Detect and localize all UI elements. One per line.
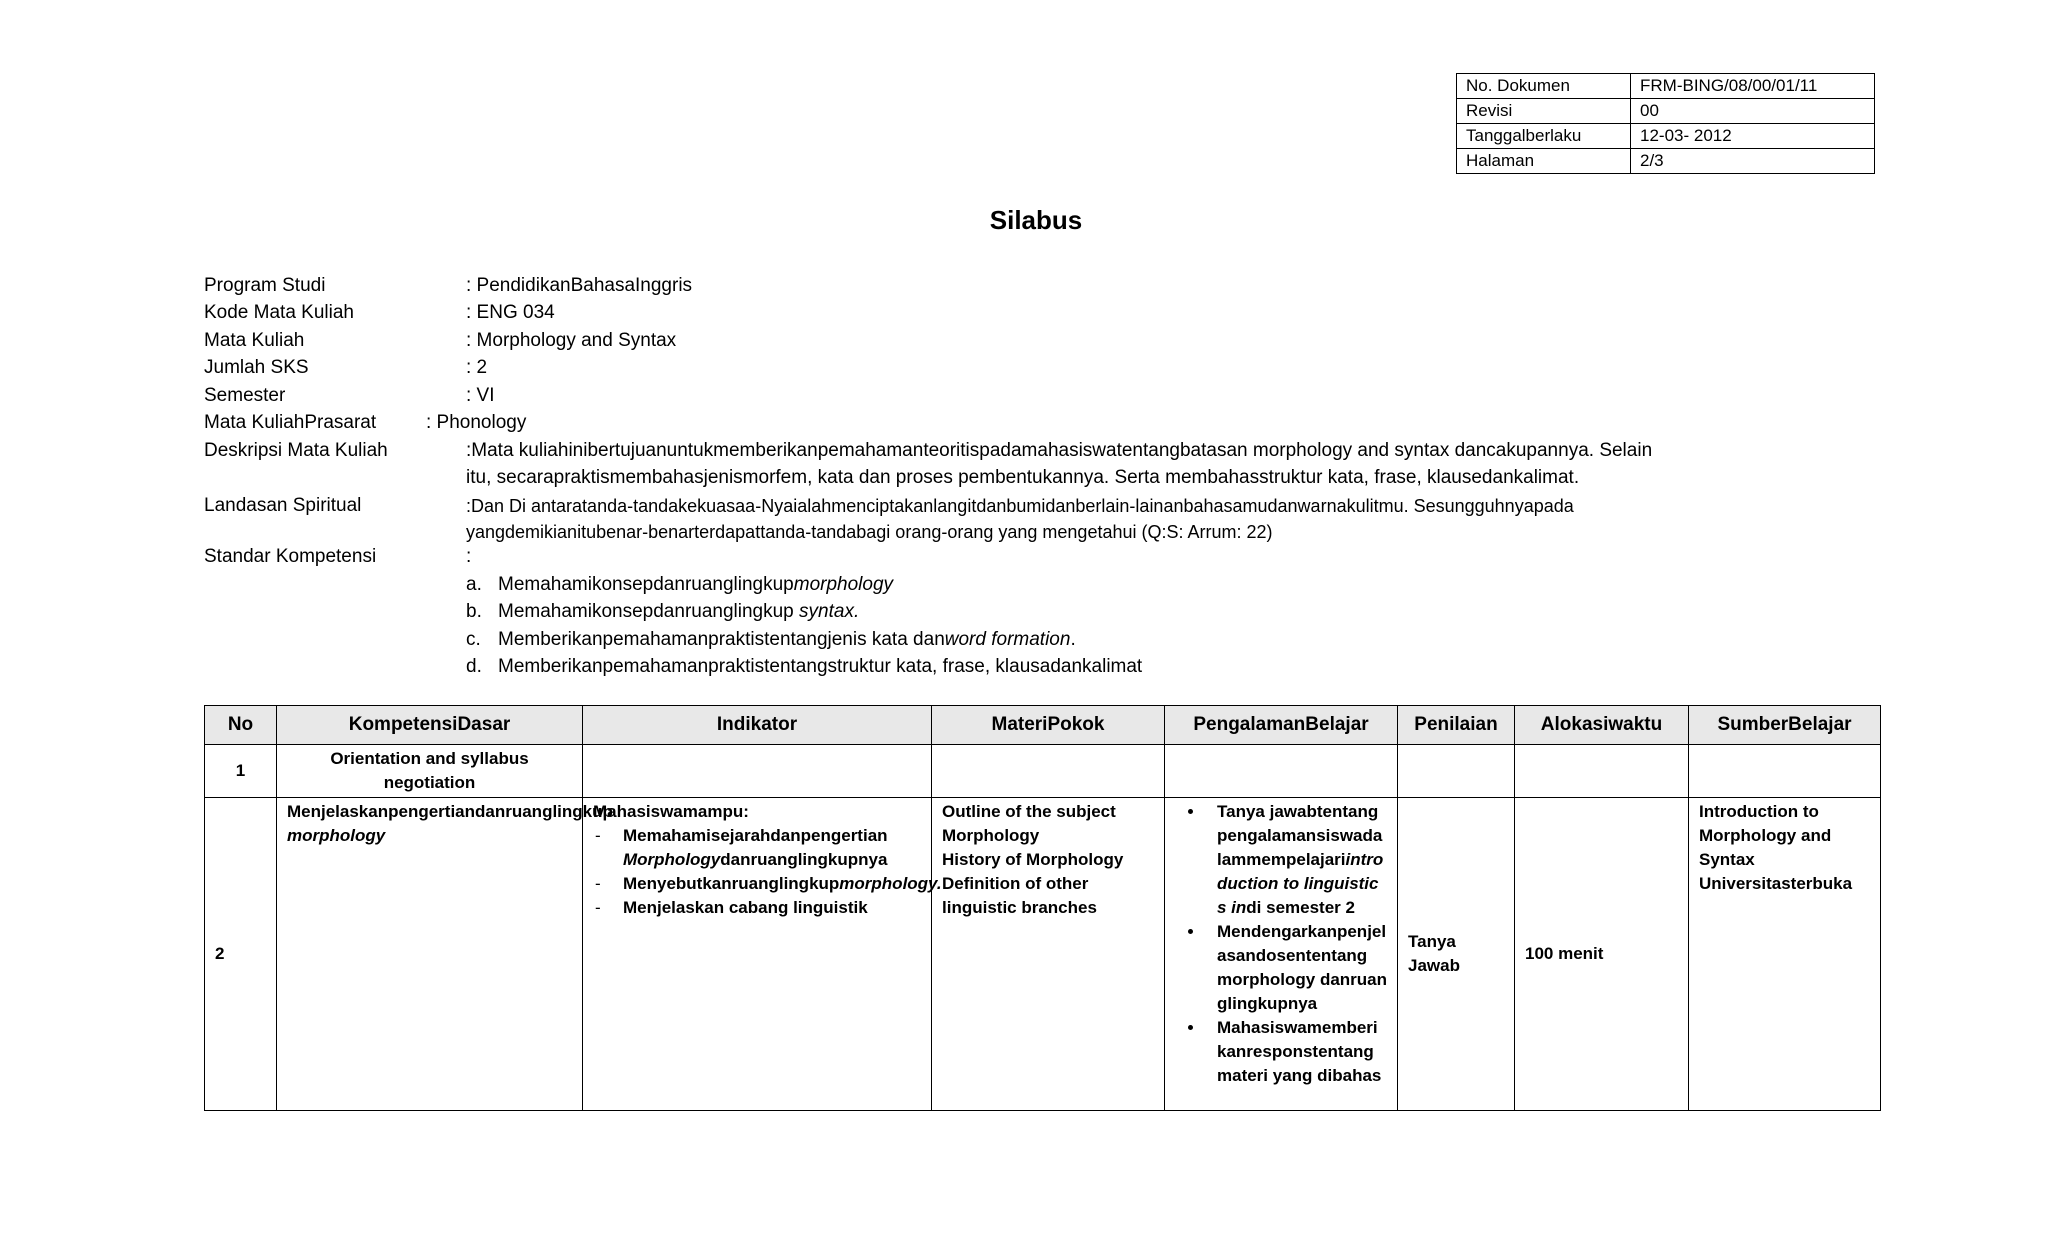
table-row bbox=[205, 745, 1881, 798]
standar-item-italic: word formation bbox=[944, 629, 1071, 650]
header-pengalaman: PengalamanBelajar bbox=[1165, 706, 1398, 745]
row-number: 2 bbox=[205, 798, 277, 1111]
standar-label: Standar Kompetensi bbox=[204, 546, 377, 567]
item-text: Menyebutkanruanglingkup bbox=[623, 874, 840, 893]
header-indikator: Indikator bbox=[583, 706, 932, 745]
landasan-line-2: yangdemikianitubenar-benarterdapattanda-tandabagi orang-orang yang mengetahui (Q:S: Arrum: 22) bbox=[466, 522, 1273, 542]
item-text: Menjelaskan cabang linguistik bbox=[623, 898, 868, 917]
materi-cell bbox=[932, 798, 1165, 1111]
pengalaman-list bbox=[1175, 800, 1387, 1088]
materi-line: Definition of other linguistic branches bbox=[942, 874, 1097, 917]
header-penilaian: Penilaian bbox=[1398, 706, 1515, 745]
table-header-row bbox=[205, 706, 1881, 745]
doc-control-row bbox=[1457, 124, 1875, 149]
header-materi: MateriPokok bbox=[932, 706, 1165, 745]
page-title: Silabus bbox=[989, 205, 1083, 235]
doc-control-row bbox=[1457, 74, 1875, 99]
item-italic: introduction to linguistics in bbox=[1217, 850, 1384, 917]
header-kompetensi: KompetensiDasar bbox=[277, 706, 583, 745]
standar-item bbox=[466, 626, 1076, 654]
prasarat-value: : Phonology bbox=[426, 412, 527, 433]
kompetensi-cell bbox=[277, 798, 613, 1111]
landasan-line-1: :Dan Di antaratanda-tandakekuasaa-Nyaialahmenciptakanlangitdanbumidanberlain-lainanbahasamudanwarnakulitmu. Sesungguhnyapada bbox=[466, 496, 1574, 516]
deskripsi-line-2: itu, secarapraktismembahasjenismorfem, kata dan proses pembentukannya. Serta membahasstruktur kata, frase, klausedankalimat. bbox=[466, 467, 1580, 488]
standar-item-text: Memberikanpemahamanpraktistentangjenis kata dan bbox=[498, 629, 945, 650]
page-value: 2/3 bbox=[1631, 149, 1875, 174]
kompetensi-text: Menjelaskanpengertiandanruanglingkup bbox=[287, 802, 613, 821]
materi-line: Morphology bbox=[942, 826, 1040, 845]
materi-cell bbox=[932, 745, 1165, 798]
list-item bbox=[1205, 1016, 1387, 1088]
kode-mk-label: Kode Mata Kuliah bbox=[204, 302, 354, 323]
indikator-cell bbox=[583, 798, 942, 1111]
landasan-label: Landasan Spiritual bbox=[204, 495, 362, 516]
item-text: Mendengarkanpenjelasandosententang morphology danruanglingkupnya bbox=[1217, 922, 1387, 1013]
standar-item bbox=[466, 598, 859, 626]
list-marker: c. bbox=[466, 629, 481, 650]
sumber-cell: Introduction to Morphology and Syntax Universitasterbuka bbox=[1689, 798, 1881, 1111]
indikator-cell bbox=[583, 745, 932, 798]
standar-item-text: Memberikanpemahamanpraktistentangstruktur kata, frase, klausadankalimat bbox=[498, 656, 1143, 677]
item-text: Tanya jawabtentangpengalamansiswadalammempelajari bbox=[1217, 802, 1383, 869]
revision-label: Revisi bbox=[1457, 99, 1631, 124]
indikator-intro: Mahasiswamampu: bbox=[593, 802, 749, 821]
revision-value: 00 bbox=[1631, 99, 1875, 124]
doc-number-label: No. Dokumen bbox=[1457, 74, 1631, 99]
syllabus-table bbox=[204, 705, 1881, 1111]
kompetensi-italic: morphology bbox=[287, 826, 386, 845]
list-marker: d. bbox=[466, 656, 482, 677]
materi-line: Outline of the subject bbox=[942, 802, 1116, 821]
kode-mk-value: : ENG 034 bbox=[466, 302, 555, 323]
sumber-cell bbox=[1689, 745, 1881, 798]
alokasi-cell: 100 menit bbox=[1515, 798, 1689, 1111]
program-studi-value: : PendidikanBahasaInggris bbox=[466, 275, 693, 296]
item-text: Mahasiswamemberikanresponstentangmateri yang dibahas bbox=[1217, 1018, 1382, 1085]
mata-kuliah-label: Mata Kuliah bbox=[204, 330, 305, 351]
standar-item-text: Memahamikonsepdanruanglingkup bbox=[498, 574, 794, 595]
penilaian-cell: Tanya Jawab bbox=[1398, 798, 1515, 1111]
list-item bbox=[593, 896, 921, 920]
standar-item-tail: . bbox=[1070, 629, 1076, 650]
standar-item bbox=[466, 571, 893, 599]
penilaian-cell bbox=[1398, 745, 1515, 798]
list-item bbox=[1205, 920, 1387, 1016]
page-label: Halaman bbox=[1457, 149, 1631, 174]
doc-control-row bbox=[1457, 149, 1875, 174]
header-sumber: SumberBelajar bbox=[1689, 706, 1881, 745]
deskripsi-label: Deskripsi Mata Kuliah bbox=[204, 440, 388, 461]
header-no: No bbox=[205, 706, 277, 745]
standar-colon: : bbox=[466, 546, 472, 567]
standar-item-italic: syntax. bbox=[799, 601, 860, 622]
kompetensi-cell: Orientation and syllabus negotiation bbox=[277, 745, 583, 798]
sks-label: Jumlah SKS bbox=[204, 357, 309, 378]
effective-date-value: 12-03- 2012 bbox=[1631, 124, 1875, 149]
semester-value: : VI bbox=[466, 385, 495, 406]
pengalaman-cell bbox=[1165, 745, 1398, 798]
list-item bbox=[1205, 800, 1387, 920]
alokasi-cell bbox=[1515, 745, 1689, 798]
list-item bbox=[593, 872, 942, 896]
doc-control-row bbox=[1457, 99, 1875, 124]
program-studi-label: Program Studi bbox=[204, 275, 326, 296]
item-italic: Morphology bbox=[623, 850, 721, 869]
standar-item-text: Memahamikonsepdanruanglingkup bbox=[498, 601, 800, 622]
indikator-list bbox=[593, 824, 942, 920]
standar-item bbox=[466, 653, 1142, 681]
deskripsi-line-1: :Mata kuliahinibertujuanuntukmemberikanpemahamanteoritispadamahasiswatentangbatasan morphology and syntax dancakupannya. Selain bbox=[466, 440, 1653, 461]
list-marker: a. bbox=[466, 574, 482, 595]
list-item bbox=[593, 824, 921, 872]
mata-kuliah-value: : Morphology and Syntax bbox=[466, 330, 677, 351]
item-tail: danruanglingkupnya bbox=[720, 850, 888, 869]
table-row bbox=[205, 798, 1881, 1111]
standar-item-italic: morphology bbox=[793, 574, 894, 595]
item-tail: di semester 2 bbox=[1246, 898, 1355, 917]
sks-value: : 2 bbox=[466, 357, 488, 378]
materi-line: History of Morphology bbox=[942, 850, 1124, 869]
row-number: 1 bbox=[205, 745, 277, 798]
header-alokasi: Alokasiwaktu bbox=[1515, 706, 1689, 745]
item-italic: morphology. bbox=[839, 874, 942, 893]
effective-date-label: Tanggalberlaku bbox=[1457, 124, 1631, 149]
semester-label: Semester bbox=[204, 385, 286, 406]
prasarat-label: Mata KuliahPrasarat bbox=[204, 412, 377, 433]
doc-number-value: FRM-BING/08/00/01/11 bbox=[1631, 74, 1875, 99]
pengalaman-cell bbox=[1165, 798, 1398, 1111]
item-text: Memahamisejarahdanpengertian bbox=[623, 826, 888, 845]
list-marker: b. bbox=[466, 601, 482, 622]
document-control-table bbox=[1456, 73, 1875, 174]
